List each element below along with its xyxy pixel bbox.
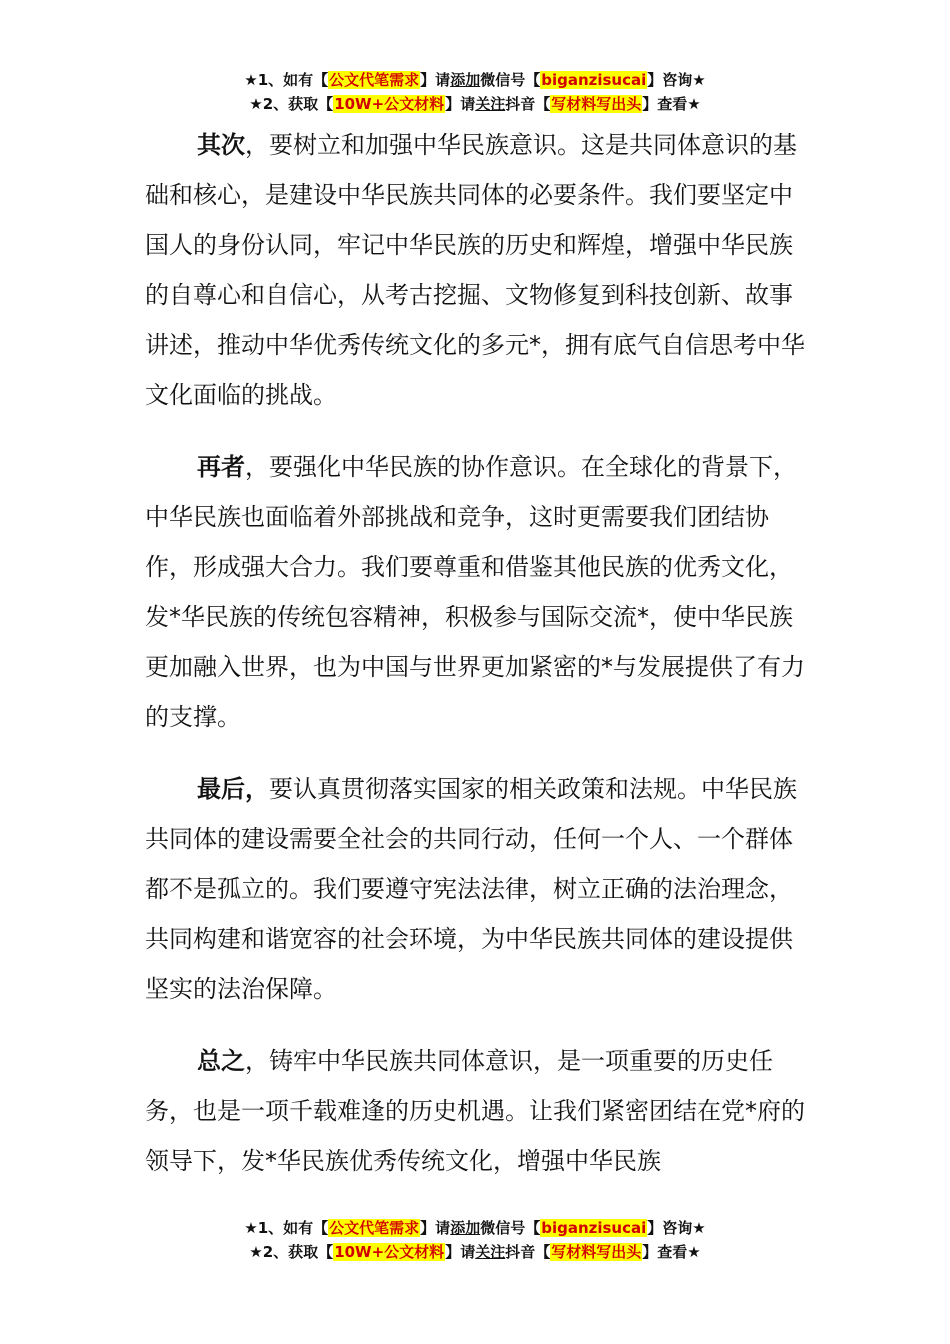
banner-line-2 — [0, 92, 950, 116]
banner-text: ★1、如有【 — [244, 1219, 329, 1237]
highlight-materials: 10W+公文材料 — [334, 1243, 445, 1261]
paragraph-in-summary — [145, 1036, 810, 1186]
paragraph-finally — [145, 764, 810, 1014]
banner-text: 】咨询★ — [647, 1219, 706, 1237]
paragraph-text: ，要树立和加强中华民族意识。这是共同体意识的基础和核心，是建设中华民族共同体的必要条件。我们要坚定中国人的身份认同，牢记中华民族的历史和辉煌，增强中华民族的自尊心和自信心，从考古挖掘、文物修复到科技创新、故事讲述，推动中华优秀传统文化的多元*，拥有底气自信思考中华文化面临的挑战。 — [145, 131, 805, 409]
banner-text: ★1、如有【 — [244, 71, 329, 89]
paragraph-text: 要认真贯彻落实国家的相关政策和法规。中华民族共同体的建设需要全社会的共同行动，任何一个人、一个群体都不是孤立的。我们要遵守宪法法律，树立正确的法治理念，共同构建和谐宽容的社会环境，为中华民族共同体的建设提供坚实的法治保障。 — [145, 775, 797, 1003]
banner-text: ★2、获取【 — [249, 1243, 334, 1261]
highlight-douyin-name: 写材料写出头 — [551, 1243, 642, 1261]
banner-text: 】请 — [445, 95, 476, 113]
highlight-wechat-id: biganzisucai — [541, 71, 647, 89]
banner-text: 】查看★ — [642, 1243, 701, 1261]
banner-text: 】请 — [420, 71, 451, 89]
banner-text: 】请 — [420, 1219, 451, 1237]
highlight-ghostwriting: 公文代笔需求 — [329, 1219, 420, 1237]
highlight-materials: 10W+公文材料 — [334, 95, 445, 113]
banner-line-1 — [0, 68, 950, 92]
banner-text: 】查看★ — [642, 95, 701, 113]
document-body — [145, 120, 810, 1208]
banner-text: 抖音【 — [505, 1243, 551, 1261]
paragraph-lead: 其次 — [197, 131, 245, 159]
banner-text: 微信号【 — [480, 71, 541, 89]
paragraph-secondly — [145, 120, 810, 420]
highlight-ghostwriting: 公文代笔需求 — [329, 71, 420, 89]
underline-follow: 关注 — [475, 95, 506, 113]
banner-line-1 — [0, 1216, 950, 1240]
paragraph-text: ，要强化中华民族的协作意识。在全球化的背景下，中华民族也面临着外部挑战和竞争，这时更需要我们团结协作，形成强大合力。我们要尊重和借鉴其他民族的优秀文化，发*华民族的传统包容精神，积极参与国际交流*，使中华民族更加融入世界，也为中国与世界更加紧密的*与发展提供了有力的支撑。 — [145, 453, 805, 731]
paragraph-lead: 再者 — [197, 453, 245, 481]
banner-text: 】咨询★ — [647, 71, 706, 89]
banner-text: ★2、获取【 — [249, 95, 334, 113]
paragraph-lead: 总之 — [197, 1047, 245, 1075]
banner-text: 微信号【 — [480, 1219, 541, 1237]
paragraph-furthermore — [145, 442, 810, 742]
paragraph-lead: 最后， — [197, 775, 269, 803]
underline-add: 添加 — [450, 1219, 481, 1237]
banner-line-2 — [0, 1240, 950, 1264]
header-banner — [0, 68, 950, 116]
paragraph-text: ，铸牢中华民族共同体意识，是一项重要的历史任务，也是一项千载难逢的历史机遇。让我们紧密团结在党*府的领导下，发*华民族优秀传统文化，增强中华民族 — [145, 1047, 805, 1175]
banner-text: 】请 — [445, 1243, 476, 1261]
footer-banner — [0, 1216, 950, 1264]
highlight-wechat-id: biganzisucai — [541, 1219, 647, 1237]
highlight-douyin-name: 写材料写出头 — [551, 95, 642, 113]
underline-follow: 关注 — [475, 1243, 506, 1261]
banner-text: 抖音【 — [505, 95, 551, 113]
underline-add: 添加 — [450, 71, 481, 89]
